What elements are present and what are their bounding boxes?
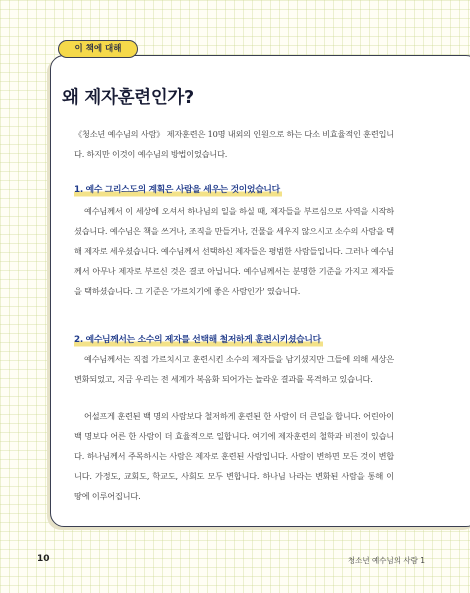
section-1-paragraph: 예수님께서 이 세상에 오셔서 하나님의 일을 하실 때, 제자들을 부르심으로 사역을 시작하셨습니다. 예수님은 책을 쓰거나, 조직을 만들거나, 건물을 세우지 않으시고 소수의 사람을 택해 제자로 세우셨습니다. 예수님께서 선택하신 제자들은 평범한 사람들입니다. 그러나 예수님께서 아무나 제자로 부르신 것은 결코 아닙니다. 예수님께서는 분명한 기준을 가지고 제자들을 택하셨습니다. 그 기준은 '가르치기에 좋은 사람인가' 였습니다.: [74, 206, 394, 296]
page-title: 왜 제자훈련인가?: [62, 88, 194, 108]
intro-paragraph: 《청소년 예수님의 사람》 제자훈련은 10명 내외의 인원으로 하는 다소 비효율적인 훈련입니다. 하지만 이것이 예수님의 방법이었습니다.: [74, 129, 394, 159]
section-2-heading: 2. 예수님께서는 소수의 제자를 선택해 철저하게 훈련시키셨습니다: [74, 335, 321, 345]
section-tag: 이 책에 대해: [58, 40, 138, 58]
section-2-paragraph-1: 예수님께서는 직접 가르치시고 훈련시킨 소수의 제자들을 남기셨지만 그들에 의해 세상은 변화되었고, 지금 우리는 전 세계가 복음화 되어가는 놀라운 결과를 목격하고 있습니다.: [74, 354, 394, 384]
section-2-paragraph-2: 어설프게 훈련된 백 명의 사람보다 철저하게 훈련된 한 사람이 더 큰일을 합니다. 어린아이 백 명보다 어른 한 사람이 더 효율적으로 일합니다. 여기에 제자훈련의 철학과 비전이 있습니다. 하나님께서 주목하시는 사람은 제자로 훈련된 사람입니다. 사람이 변하면 모든 것이 변합니다. 가정도, 교회도, 학교도, 사회도 모두 변합니다. 하나님 나라는 변화된 사람을 통해 이 땅에 이루어집니다.: [74, 411, 394, 501]
book-title-footer: 청소년 예수님의 사람 1: [347, 556, 425, 565]
section-1-heading: 1. 예수 그리스도의 계획은 사람을 세우는 것이었습니다: [74, 185, 280, 195]
page-number: 10: [37, 554, 50, 564]
